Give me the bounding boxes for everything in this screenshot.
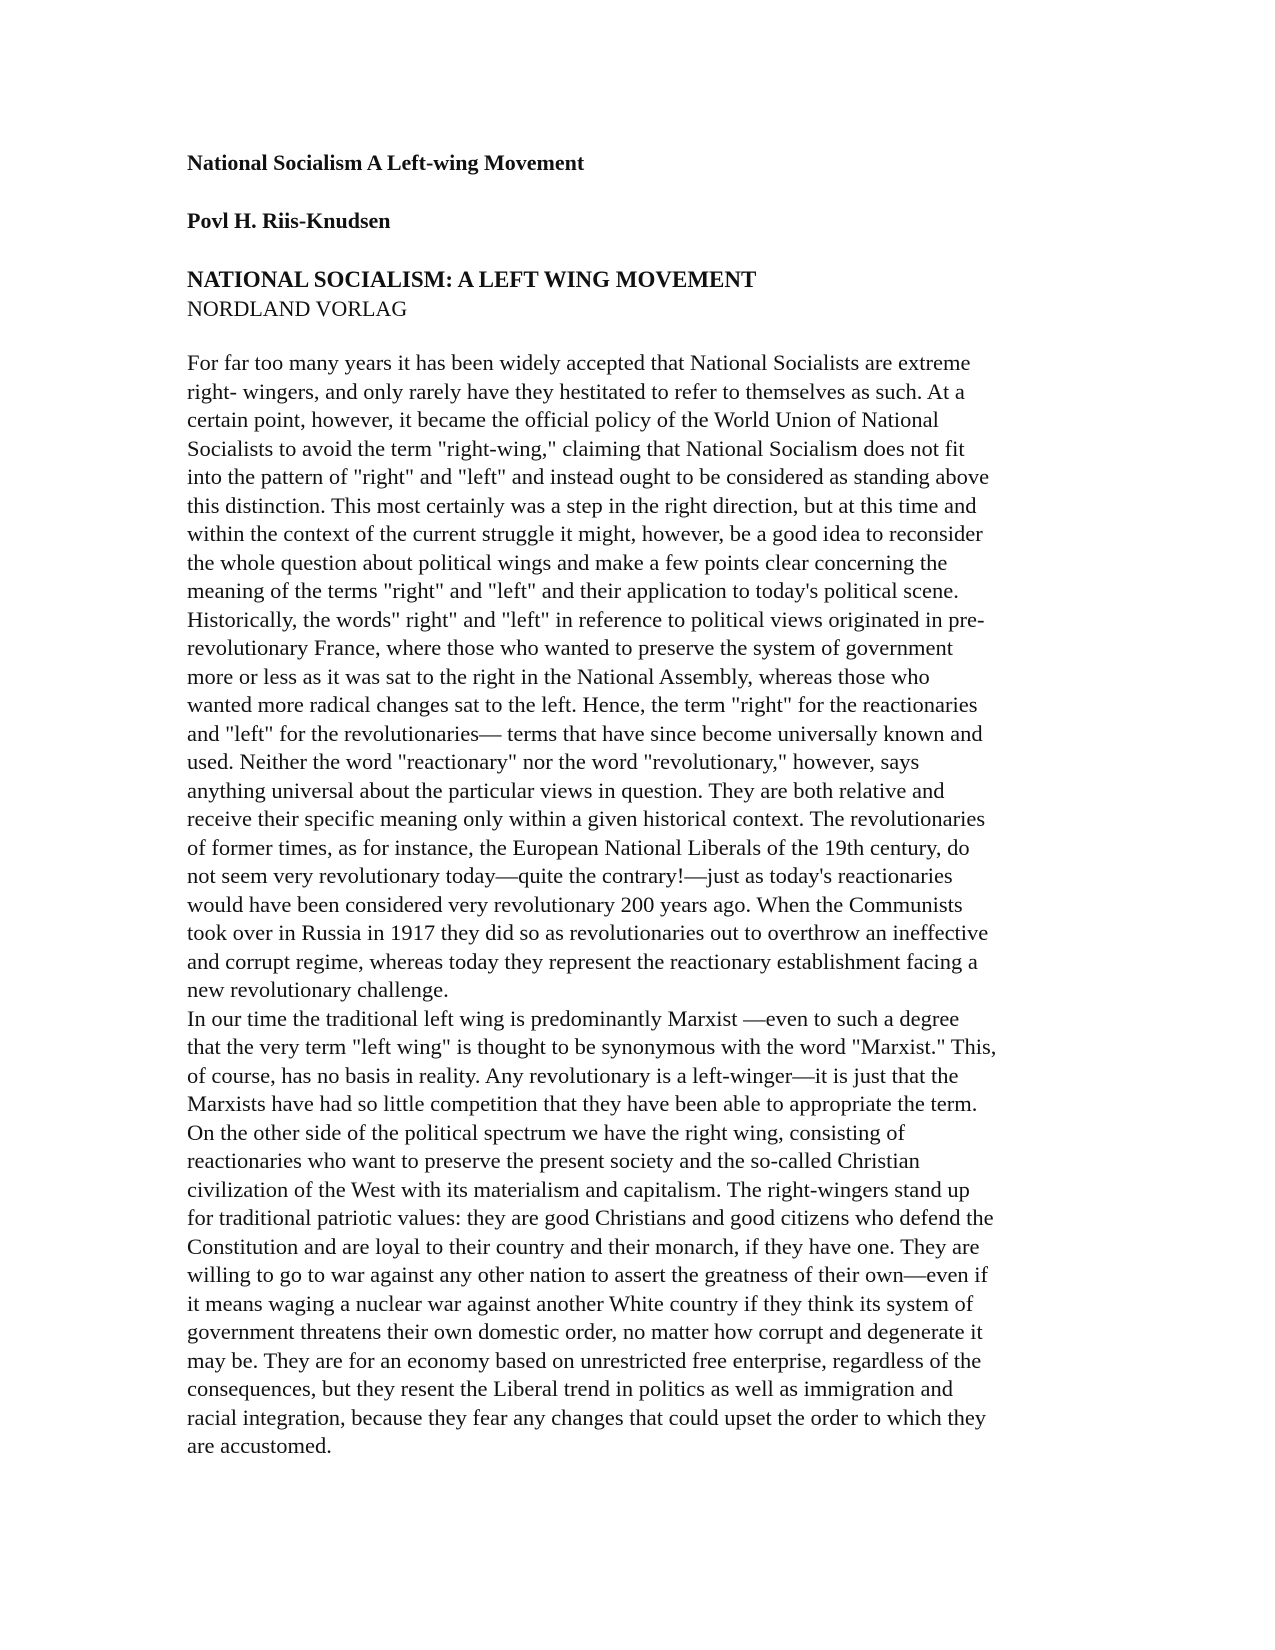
body-line: In our time the traditional left wing is predominantly Marxist —even to such a degree (187, 1005, 960, 1031)
body-line: civilization of the West with its materialism and capitalism. The right-wingers stand up (187, 1176, 970, 1202)
body-line: of former times, as for instance, the European National Liberals of the 19th century, do (187, 834, 970, 860)
body-line: government threatens their own domestic order, no matter how corrupt and degenerate it (187, 1319, 983, 1344)
body-line: wanted more radical changes sat to the left. Hence, the term "right" for the reactionaries (187, 692, 978, 717)
body-line: racial integration, because they fear any changes that could upset the order to which they (187, 1404, 987, 1430)
body-line: revolutionary France, where those who wanted to preserve the system of government (187, 635, 954, 660)
body-line: Marxists have had so little competition that they have been able to appropriate the term. (187, 1091, 978, 1116)
body-line: For far too many years it has been widely accepted that National Socialists are extreme (187, 350, 971, 375)
body-line: would have been considered very revolutionary 200 years ago. When the Communists (187, 891, 963, 917)
body-line: took over in Russia in 1917 they did so as revolutionaries out to overthrow an ineffective (187, 920, 989, 945)
body-line: consequences, but they resent the Liberal trend in politics as well as immigration and (187, 1376, 954, 1401)
body-line: this distinction. This most certainly was a step in the right direction, but at this time and (187, 492, 977, 518)
publisher-name: NORDLAND VORLAG (187, 296, 408, 321)
body-line: right- wingers, and only rarely have they hestitated to refer to themselves as such. At a (187, 378, 965, 404)
body-line: and corrupt regime, whereas today they represent the reactionary establishment facing a (187, 948, 978, 974)
document-title: National Socialism A Left-wing Movement (187, 150, 585, 175)
body-line: and "left" for the revolutionaries— terms that have since become universally known and (187, 720, 983, 746)
body-line: within the context of the current struggle it might, however, be a good idea to reconsider (187, 521, 983, 546)
body-line: into the pattern of "right" and "left" and instead ought to be considered as standing above (187, 464, 990, 489)
body-line: meaning of the terms "right" and "left" and their application to today's political scene. (187, 578, 959, 603)
body-line: for traditional patriotic values: they are good Christians and good citizens who defend the (187, 1205, 994, 1230)
body-line: On the other side of the political spectrum we have the right wing, consisting of (187, 1119, 905, 1145)
body-line: of course, has no basis in reality. Any revolutionary is a left-winger—it is just that the (187, 1062, 959, 1088)
document-author: Povl H. Riis-Knudsen (187, 208, 391, 233)
body-line: receive their specific meaning only within a given historical context. The revolutionaries (187, 806, 986, 831)
body-line: more or less as it was sat to the right in the National Assembly, whereas those who (187, 663, 930, 689)
body-line: the whole question about political wings and make a few points clear concerning the (187, 549, 948, 575)
body-line: it means waging a nuclear war against another White country if they think its system of (187, 1290, 974, 1316)
body-line: used. Neither the word "reactionary" nor the word "revolutionary," however, says (187, 749, 920, 774)
body-line: Socialists to avoid the term "right-wing," claiming that National Socialism does not fit (187, 435, 965, 461)
body-line: willing to go to war against any other nation to assert the greatness of their own—even if (187, 1262, 989, 1287)
body-line: that the very term "left wing" is thought to be synonymous with the word "Marxist." This, (187, 1034, 997, 1059)
body-line: certain point, however, it became the official policy of the World Union of National (187, 407, 939, 432)
body-line: new revolutionary challenge. (187, 977, 449, 1002)
body-line: Historically, the words" right" and "left" in reference to political views originated in pre- (187, 606, 985, 632)
body-line: anything universal about the particular views in question. They are both relative and (187, 777, 945, 803)
body-line: Constitution and are loyal to their country and their monarch, if they have one. They are (187, 1233, 980, 1259)
book-title: NATIONAL SOCIALISM: A LEFT WING MOVEMENT (187, 267, 757, 292)
body-line: not seem very revolutionary today—quite the contrary!—just as today's reactionaries (187, 863, 953, 888)
body-line: are accustomed. (187, 1433, 332, 1458)
body-text (187, 349, 1087, 1461)
body-line: may be. They are for an economy based on unrestricted free enterprise, regardless of the (187, 1347, 982, 1373)
body-line: reactionaries who want to preserve the present society and the so-called Christian (187, 1148, 920, 1173)
